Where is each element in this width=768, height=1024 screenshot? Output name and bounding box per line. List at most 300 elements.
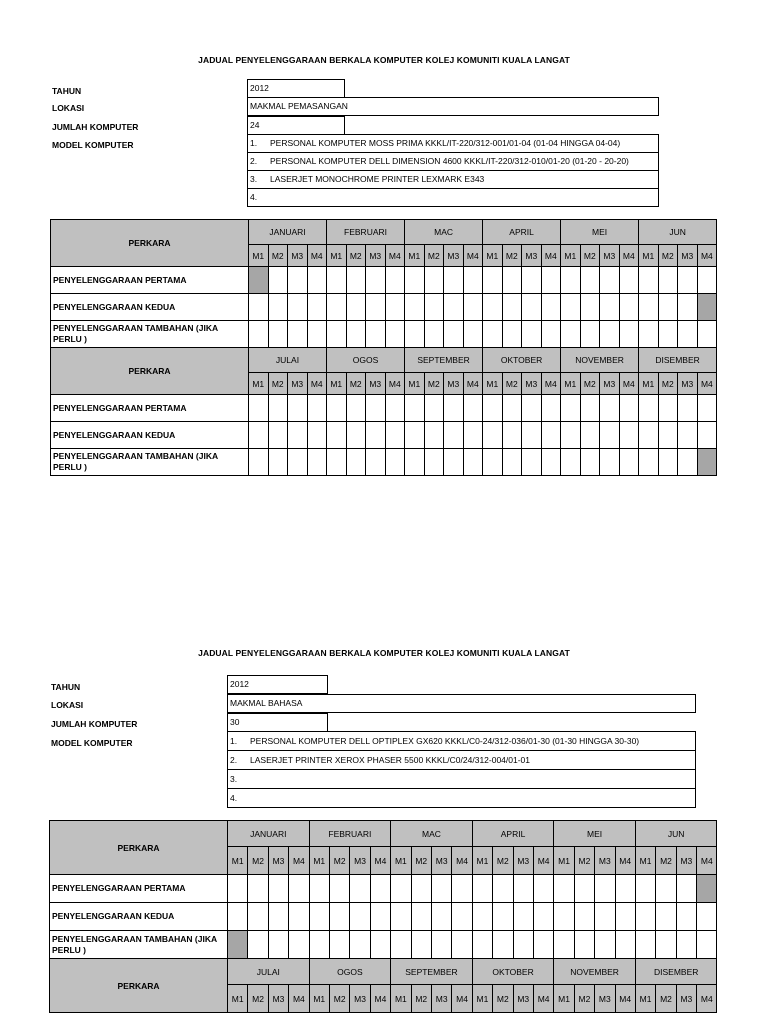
schedule-cell[interactable] — [444, 294, 464, 321]
week-header: M2 — [574, 985, 594, 1013]
schedule-cell[interactable] — [639, 449, 659, 476]
schedule-cell[interactable] — [248, 903, 268, 931]
schedule-cell[interactable] — [561, 321, 581, 348]
schedule-cell[interactable] — [249, 294, 269, 321]
week-header: M2 — [346, 373, 366, 395]
month-header: MAC — [405, 220, 483, 245]
schedule-cell[interactable] — [574, 903, 594, 931]
item-label: PENYELENGGARAAN KEDUA — [50, 903, 228, 931]
schedule-cell[interactable] — [619, 449, 639, 476]
week-header: M3 — [268, 985, 288, 1013]
schedule-cell[interactable] — [493, 903, 513, 931]
week-header: M2 — [329, 985, 349, 1013]
schedule-cell[interactable] — [472, 931, 492, 959]
week-header: M2 — [658, 245, 678, 267]
perkara-header: PERKARA — [51, 220, 249, 267]
schedule-cell[interactable] — [697, 321, 717, 348]
schedule-cell[interactable] — [483, 449, 503, 476]
schedule-cell[interactable] — [346, 395, 366, 422]
schedule-cell[interactable] — [533, 875, 553, 903]
schedule-cell[interactable] — [483, 267, 503, 294]
month-header: FEBRUARI — [327, 220, 405, 245]
doc2-model-row[interactable] — [227, 731, 696, 751]
doc2-tahun-field[interactable]: 2012 — [227, 675, 328, 694]
perkara-header: PERKARA — [50, 821, 228, 875]
schedule-cell[interactable] — [513, 931, 533, 959]
schedule-cell[interactable] — [350, 903, 370, 931]
schedule-cell[interactable] — [580, 267, 600, 294]
schedule-cell[interactable] — [541, 294, 561, 321]
schedule-cell[interactable] — [619, 294, 639, 321]
schedule-cell[interactable] — [228, 903, 248, 931]
schedule-cell[interactable] — [424, 395, 444, 422]
schedule-cell[interactable] — [522, 449, 542, 476]
schedule-cell[interactable] — [615, 931, 635, 959]
schedule-cell[interactable] — [658, 267, 678, 294]
schedule-cell[interactable] — [366, 267, 386, 294]
schedule-cell[interactable] — [289, 903, 309, 931]
schedule-cell[interactable] — [424, 294, 444, 321]
doc2-jumlah-field[interactable]: 30 — [227, 713, 328, 732]
week-header: M4 — [697, 985, 717, 1013]
schedule-cell[interactable] — [600, 321, 620, 348]
schedule-cell[interactable] — [366, 321, 386, 348]
schedule-cell[interactable] — [502, 294, 522, 321]
schedule-cell[interactable] — [697, 903, 717, 931]
schedule-cell[interactable] — [307, 267, 327, 294]
schedule-cell[interactable] — [350, 931, 370, 959]
schedule-cell[interactable] — [405, 422, 425, 449]
schedule-cell[interactable] — [595, 875, 615, 903]
schedule-cell[interactable] — [444, 422, 464, 449]
schedule-cell[interactable] — [658, 395, 678, 422]
schedule-cell[interactable] — [656, 931, 676, 959]
schedule-cell[interactable] — [268, 294, 288, 321]
schedule-cell[interactable] — [472, 875, 492, 903]
schedule-cell[interactable] — [350, 875, 370, 903]
schedule-cell[interactable] — [405, 321, 425, 348]
schedule-cell[interactable] — [366, 395, 386, 422]
schedule-cell[interactable] — [366, 449, 386, 476]
schedule-cell[interactable] — [289, 875, 309, 903]
schedule-cell[interactable] — [288, 422, 308, 449]
month-header: JANUARI — [249, 220, 327, 245]
schedule-cell[interactable] — [405, 294, 425, 321]
schedule-cell[interactable] — [288, 267, 308, 294]
schedule-cell[interactable] — [385, 395, 405, 422]
week-header: M3 — [431, 847, 451, 875]
schedule-cell[interactable] — [366, 422, 386, 449]
schedule-cell[interactable] — [554, 875, 574, 903]
doc2-model-list — [227, 731, 696, 807]
schedule-cell[interactable] — [615, 903, 635, 931]
schedule-cell[interactable] — [307, 449, 327, 476]
doc1-model-row[interactable] — [247, 134, 659, 153]
schedule-cell[interactable] — [639, 267, 659, 294]
week-header: M2 — [268, 373, 288, 395]
schedule-cell[interactable] — [309, 903, 329, 931]
schedule-cell[interactable] — [580, 321, 600, 348]
schedule-cell[interactable] — [600, 294, 620, 321]
schedule-cell[interactable] — [288, 294, 308, 321]
doc1-label-model: MODEL KOMPUTER — [52, 140, 134, 150]
schedule-cell[interactable] — [639, 294, 659, 321]
week-header: M4 — [697, 373, 717, 395]
schedule-cell[interactable] — [639, 395, 659, 422]
schedule-cell[interactable] — [574, 875, 594, 903]
schedule-cell[interactable] — [249, 395, 269, 422]
model-num: 4. — [250, 192, 258, 202]
model-text: PERSONAL KOMPUTER DELL DIMENSION 4600 KKKL/IT-220/312-010/01-20 (01-20 - 20-20) — [270, 156, 629, 166]
schedule-cell[interactable] — [483, 422, 503, 449]
model-num: 3. — [230, 774, 238, 784]
doc2-label-jumlah: JUMLAH KOMPUTER — [51, 719, 138, 729]
schedule-cell[interactable] — [452, 931, 472, 959]
schedule-cell[interactable] — [522, 267, 542, 294]
schedule-cell[interactable] — [580, 422, 600, 449]
schedule-cell[interactable] — [533, 931, 553, 959]
schedule-cell[interactable] — [370, 903, 390, 931]
schedule-cell[interactable] — [431, 903, 451, 931]
doc2-model-row[interactable] — [227, 750, 696, 770]
schedule-cell[interactable] — [678, 321, 698, 348]
schedule-cell[interactable] — [327, 422, 347, 449]
schedule-cell[interactable] — [513, 875, 533, 903]
week-header: M3 — [678, 245, 698, 267]
schedule-cell[interactable] — [452, 903, 472, 931]
schedule-cell[interactable] — [385, 321, 405, 348]
schedule-cell[interactable] — [600, 449, 620, 476]
schedule-cell[interactable] — [658, 422, 678, 449]
schedule-cell[interactable] — [444, 321, 464, 348]
schedule-cell[interactable] — [502, 321, 522, 348]
schedule-cell[interactable] — [463, 395, 483, 422]
week-header: M2 — [658, 373, 678, 395]
week-header: M4 — [370, 847, 390, 875]
schedule-cell[interactable] — [561, 294, 581, 321]
schedule-cell[interactable] — [228, 931, 248, 959]
week-header: M2 — [268, 245, 288, 267]
model-num: 1. — [250, 138, 258, 148]
schedule-cell[interactable] — [561, 449, 581, 476]
schedule-cell[interactable] — [309, 875, 329, 903]
week-header: M2 — [656, 985, 676, 1013]
doc1-model-row[interactable] — [247, 152, 659, 171]
schedule-cell[interactable] — [346, 422, 366, 449]
schedule-cell[interactable] — [483, 395, 503, 422]
schedule-cell[interactable] — [268, 875, 288, 903]
schedule-cell[interactable] — [289, 931, 309, 959]
schedule-cell[interactable] — [658, 321, 678, 348]
week-header: M4 — [697, 847, 717, 875]
schedule-cell[interactable] — [541, 449, 561, 476]
schedule-cell[interactable] — [327, 321, 347, 348]
schedule-cell[interactable] — [327, 449, 347, 476]
schedule-cell[interactable] — [658, 449, 678, 476]
schedule-cell[interactable] — [327, 294, 347, 321]
schedule-cell[interactable] — [678, 294, 698, 321]
month-header: MEI — [561, 220, 639, 245]
schedule-cell[interactable] — [658, 294, 678, 321]
schedule-cell[interactable] — [697, 422, 717, 449]
schedule-cell[interactable] — [463, 321, 483, 348]
schedule-cell[interactable] — [513, 903, 533, 931]
week-header: M2 — [493, 985, 513, 1013]
schedule-cell[interactable] — [248, 875, 268, 903]
schedule-cell[interactable] — [493, 931, 513, 959]
schedule-cell[interactable] — [385, 267, 405, 294]
schedule-cell[interactable] — [288, 321, 308, 348]
doc1-model-row[interactable] — [247, 188, 659, 207]
schedule-cell[interactable] — [249, 449, 269, 476]
schedule-cell[interactable] — [385, 294, 405, 321]
week-header: M1 — [327, 373, 347, 395]
schedule-cell[interactable] — [249, 321, 269, 348]
schedule-cell[interactable] — [405, 267, 425, 294]
schedule-cell[interactable] — [619, 422, 639, 449]
week-header: M4 — [697, 245, 717, 267]
schedule-cell[interactable] — [541, 267, 561, 294]
schedule-cell[interactable] — [635, 931, 655, 959]
schedule-cell[interactable] — [431, 875, 451, 903]
week-header: M1 — [472, 847, 492, 875]
schedule-cell[interactable] — [580, 395, 600, 422]
schedule-cell[interactable] — [595, 903, 615, 931]
schedule-cell[interactable] — [370, 875, 390, 903]
schedule-cell[interactable] — [483, 321, 503, 348]
week-header: M4 — [452, 847, 472, 875]
schedule-cell[interactable] — [366, 294, 386, 321]
week-header: M4 — [463, 245, 483, 267]
schedule-cell[interactable] — [288, 449, 308, 476]
schedule-cell[interactable] — [346, 321, 366, 348]
schedule-cell[interactable] — [463, 449, 483, 476]
schedule-cell[interactable] — [678, 395, 698, 422]
schedule-cell[interactable] — [431, 931, 451, 959]
item-label: PENYELENGGARAAN PERTAMA — [51, 395, 249, 422]
schedule-cell[interactable] — [600, 422, 620, 449]
schedule-cell[interactable] — [595, 931, 615, 959]
model-text: PERSONAL KOMPUTER MOSS PRIMA KKKL/IT-220/312-001/01-04 (01-04 HINGGA 04-04) — [270, 138, 621, 148]
schedule-cell[interactable] — [307, 321, 327, 348]
schedule-cell[interactable] — [533, 903, 553, 931]
schedule-cell[interactable] — [678, 422, 698, 449]
schedule-cell[interactable] — [411, 875, 431, 903]
schedule-cell[interactable] — [619, 267, 639, 294]
doc2-lokasi-field[interactable]: MAKMAL BAHASA — [227, 694, 696, 713]
month-header: SEPTEMBER — [391, 959, 473, 985]
doc2-model-row[interactable] — [227, 769, 696, 789]
week-header: M4 — [619, 373, 639, 395]
schedule-cell[interactable] — [452, 875, 472, 903]
week-header: M1 — [483, 373, 503, 395]
week-header: M2 — [574, 847, 594, 875]
schedule-cell[interactable] — [411, 903, 431, 931]
schedule-cell[interactable] — [502, 267, 522, 294]
schedule-cell[interactable] — [600, 267, 620, 294]
week-header: M3 — [595, 847, 615, 875]
schedule-cell[interactable] — [522, 422, 542, 449]
doc1-model-row[interactable] — [247, 170, 659, 189]
week-header: M4 — [615, 847, 635, 875]
schedule-cell[interactable] — [411, 931, 431, 959]
week-header: M2 — [411, 847, 431, 875]
schedule-cell[interactable] — [676, 875, 696, 903]
week-header: M2 — [248, 847, 268, 875]
schedule-cell[interactable] — [678, 449, 698, 476]
schedule-cell[interactable] — [502, 395, 522, 422]
schedule-cell[interactable] — [697, 931, 717, 959]
perkara-header: PERKARA — [51, 348, 249, 395]
week-header: M3 — [431, 985, 451, 1013]
schedule-cell[interactable] — [561, 422, 581, 449]
schedule-cell[interactable] — [288, 395, 308, 422]
schedule-cell[interactable] — [502, 449, 522, 476]
schedule-cell[interactable] — [444, 449, 464, 476]
schedule-cell[interactable] — [493, 875, 513, 903]
schedule-cell[interactable] — [327, 267, 347, 294]
item-label: PENYELENGGARAAN TAMBAHAN (JIKA PERLU ) — [50, 931, 228, 959]
schedule-cell[interactable] — [424, 267, 444, 294]
schedule-cell[interactable] — [541, 395, 561, 422]
week-header: M4 — [541, 245, 561, 267]
schedule-cell[interactable] — [502, 422, 522, 449]
schedule-cell[interactable] — [574, 931, 594, 959]
schedule-cell[interactable] — [268, 395, 288, 422]
schedule-cell[interactable] — [656, 875, 676, 903]
schedule-cell[interactable] — [522, 294, 542, 321]
schedule-cell[interactable] — [268, 321, 288, 348]
schedule-cell[interactable] — [329, 903, 349, 931]
week-header: M4 — [370, 985, 390, 1013]
schedule-cell[interactable] — [697, 449, 717, 476]
schedule-cell[interactable] — [391, 931, 411, 959]
week-header: M3 — [366, 245, 386, 267]
schedule-cell[interactable] — [307, 294, 327, 321]
week-header: M3 — [600, 373, 620, 395]
week-header: M1 — [249, 373, 269, 395]
schedule-cell[interactable] — [228, 875, 248, 903]
schedule-cell[interactable] — [249, 422, 269, 449]
month-header: DISEMBER — [635, 959, 717, 985]
week-header: M1 — [554, 985, 574, 1013]
schedule-cell[interactable] — [268, 267, 288, 294]
schedule-cell[interactable] — [697, 267, 717, 294]
week-header: M2 — [411, 985, 431, 1013]
schedule-cell[interactable] — [385, 422, 405, 449]
schedule-cell[interactable] — [307, 395, 327, 422]
schedule-cell[interactable] — [697, 395, 717, 422]
schedule-cell[interactable] — [346, 449, 366, 476]
schedule-cell[interactable] — [309, 931, 329, 959]
schedule-cell[interactable] — [405, 395, 425, 422]
week-header: M3 — [678, 373, 698, 395]
schedule-cell[interactable] — [405, 449, 425, 476]
doc1-schedule-table — [50, 219, 717, 476]
doc1-jumlah-field[interactable]: 24 — [247, 116, 345, 135]
schedule-cell[interactable] — [327, 395, 347, 422]
schedule-cell[interactable] — [307, 422, 327, 449]
schedule-cell[interactable] — [541, 321, 561, 348]
schedule-cell[interactable] — [600, 395, 620, 422]
month-header: NOVEMBER — [561, 348, 639, 373]
schedule-cell[interactable] — [249, 267, 269, 294]
week-header: M2 — [502, 245, 522, 267]
schedule-cell[interactable] — [268, 903, 288, 931]
doc1-tahun-field[interactable]: 2012 — [247, 79, 345, 98]
schedule-cell[interactable] — [656, 903, 676, 931]
schedule-cell[interactable] — [619, 395, 639, 422]
schedule-cell[interactable] — [554, 931, 574, 959]
schedule-cell[interactable] — [391, 903, 411, 931]
schedule-cell[interactable] — [697, 875, 717, 903]
schedule-cell[interactable] — [463, 294, 483, 321]
schedule-cell[interactable] — [329, 875, 349, 903]
schedule-cell[interactable] — [554, 903, 574, 931]
week-header: M4 — [452, 985, 472, 1013]
schedule-cell[interactable] — [619, 321, 639, 348]
schedule-cell[interactable] — [697, 294, 717, 321]
schedule-cell[interactable] — [463, 267, 483, 294]
schedule-cell[interactable] — [424, 422, 444, 449]
schedule-cell[interactable] — [635, 903, 655, 931]
schedule-cell[interactable] — [522, 321, 542, 348]
month-header: JULAI — [228, 959, 310, 985]
doc2-model-row[interactable] — [227, 788, 696, 808]
schedule-cell[interactable] — [561, 267, 581, 294]
schedule-cell[interactable] — [463, 422, 483, 449]
schedule-cell[interactable] — [346, 294, 366, 321]
schedule-cell[interactable] — [370, 931, 390, 959]
schedule-cell[interactable] — [424, 449, 444, 476]
schedule-cell[interactable] — [268, 931, 288, 959]
schedule-cell[interactable] — [444, 395, 464, 422]
item-label: PENYELENGGARAAN KEDUA — [51, 294, 249, 321]
schedule-cell[interactable] — [329, 931, 349, 959]
schedule-cell[interactable] — [268, 422, 288, 449]
schedule-cell[interactable] — [522, 395, 542, 422]
schedule-cell[interactable] — [639, 422, 659, 449]
week-header: M3 — [595, 985, 615, 1013]
week-header: M3 — [350, 847, 370, 875]
schedule-cell[interactable] — [639, 321, 659, 348]
schedule-cell[interactable] — [268, 449, 288, 476]
schedule-cell[interactable] — [676, 931, 696, 959]
schedule-cell[interactable] — [580, 449, 600, 476]
schedule-cell[interactable] — [580, 294, 600, 321]
schedule-cell[interactable] — [483, 294, 503, 321]
schedule-cell[interactable] — [561, 395, 581, 422]
schedule-cell[interactable] — [635, 875, 655, 903]
schedule-cell[interactable] — [444, 267, 464, 294]
week-header: M4 — [289, 847, 309, 875]
schedule-cell[interactable] — [615, 875, 635, 903]
schedule-cell[interactable] — [346, 267, 366, 294]
week-header: M1 — [249, 245, 269, 267]
schedule-cell[interactable] — [541, 422, 561, 449]
doc1-lokasi-field[interactable]: MAKMAL PEMASANGAN — [247, 97, 659, 116]
schedule-cell[interactable] — [385, 449, 405, 476]
schedule-cell[interactable] — [248, 931, 268, 959]
schedule-cell[interactable] — [676, 903, 696, 931]
doc1-title: JADUAL PENYELENGGARAAN BERKALA KOMPUTER KOLEJ KOMUNITI KUALA LANGAT — [198, 55, 570, 65]
doc1-model-list — [247, 134, 659, 208]
schedule-cell[interactable] — [424, 321, 444, 348]
schedule-cell[interactable] — [472, 903, 492, 931]
schedule-cell[interactable] — [678, 267, 698, 294]
doc1-label-lokasi: LOKASI — [52, 103, 85, 113]
schedule-cell[interactable] — [391, 875, 411, 903]
